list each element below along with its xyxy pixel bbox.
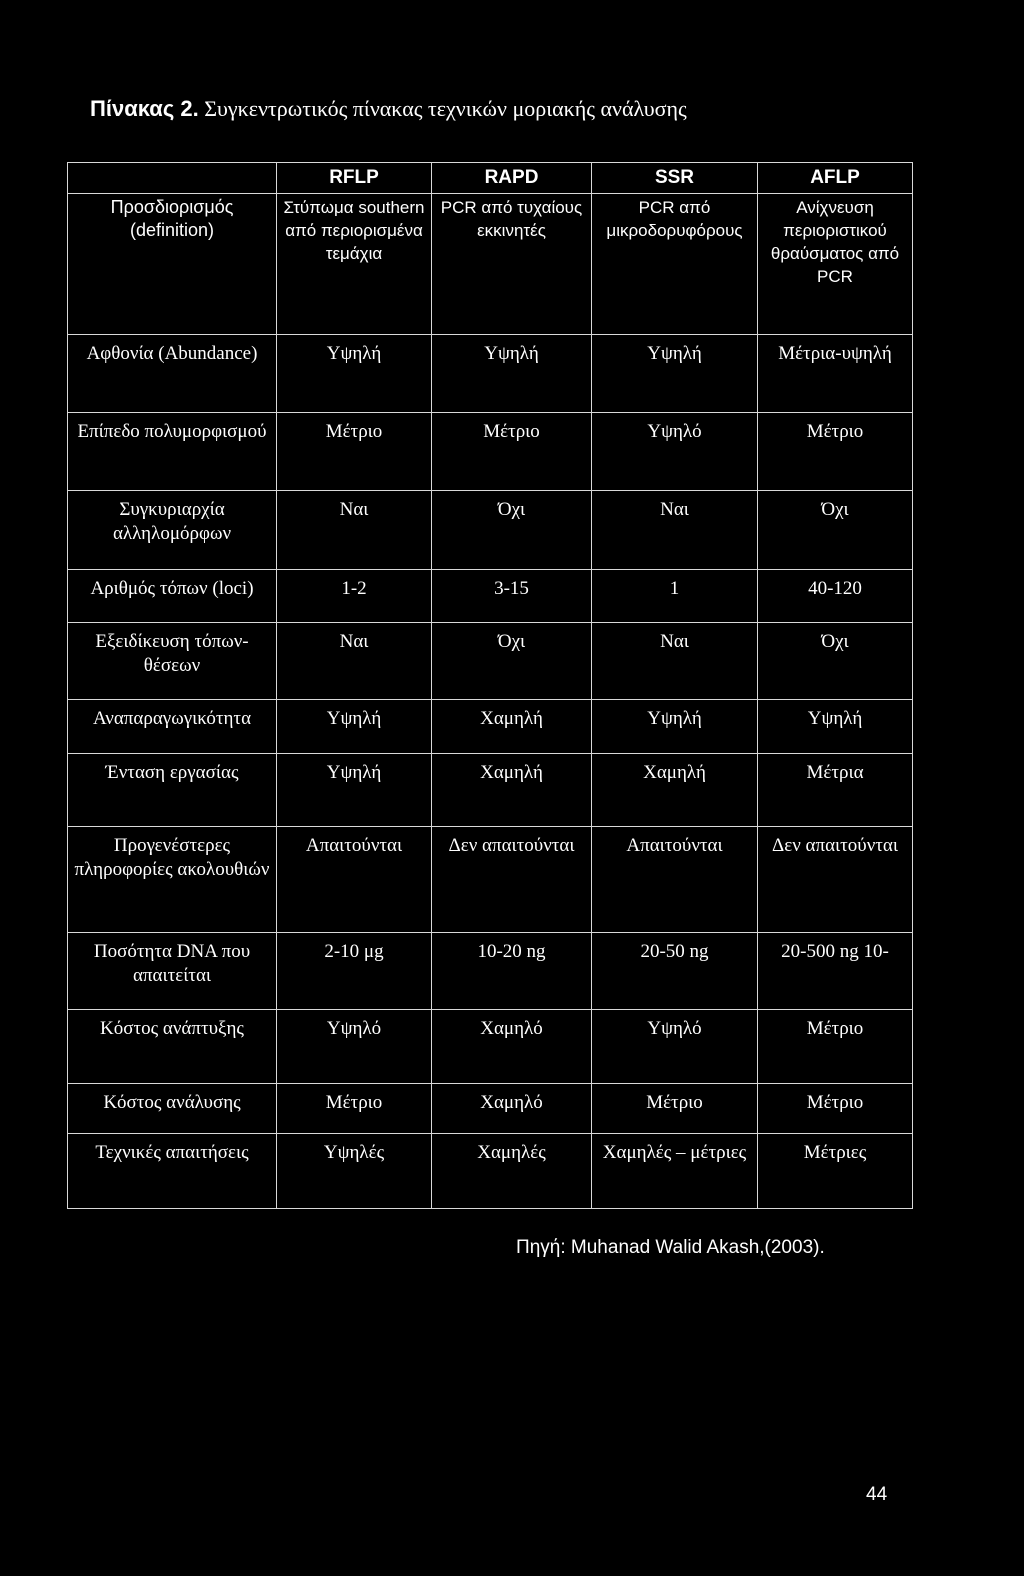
- row-label: Εξειδίκευση τόπων-θέσεων: [68, 623, 277, 700]
- table-cell: 20-50 ng: [592, 933, 758, 1010]
- techniques-table: [67, 162, 913, 1209]
- row-label: Τεχνικές απαιτήσεις: [68, 1134, 277, 1209]
- table-cell: Μέτριο: [592, 1084, 758, 1134]
- table-cell: Υψηλή: [758, 700, 913, 754]
- table-cell: Υψηλή: [432, 335, 592, 413]
- header-ssr: SSR: [592, 163, 758, 194]
- row-label: Κόστος ανάλυσης: [68, 1084, 277, 1134]
- table-row-abundance: [68, 335, 913, 413]
- table-cell: Όχι: [432, 491, 592, 570]
- table-cell: Χαμηλή: [432, 754, 592, 827]
- row-label: Προσδιορισμός (definition): [68, 194, 277, 335]
- table-header-row: [68, 163, 913, 194]
- row-label: Επίπεδο πολυμορφισμού: [68, 413, 277, 491]
- table-cell: Χαμηλή: [432, 700, 592, 754]
- table-cell: Ναι: [277, 491, 432, 570]
- table-row-technical-requirements: [68, 1134, 913, 1209]
- table-row-development-cost: [68, 1010, 913, 1084]
- table-cell: Χαμηλό: [432, 1084, 592, 1134]
- page-number: 44: [866, 1484, 888, 1505]
- table-cell: Απαιτούνται: [277, 827, 432, 933]
- table-row-loci: [68, 570, 913, 623]
- table-cell: 20-500 ng 10-: [758, 933, 913, 1010]
- table-cell: Ανίχνευση περιοριστικού θραύσματος από PCR: [758, 194, 913, 335]
- table-cell: Απαιτούνται: [592, 827, 758, 933]
- table-row-prior-sequence-info: [68, 827, 913, 933]
- row-label: Αναπαραγωγικότητα: [68, 700, 277, 754]
- header-rflp: RFLP: [277, 163, 432, 194]
- table-cell: Μέτριο: [277, 1084, 432, 1134]
- table-row-analysis-cost: [68, 1084, 913, 1134]
- table-cell: Υψηλή: [592, 335, 758, 413]
- table-cell: Χαμηλές – μέτριες: [592, 1134, 758, 1209]
- caption-text: Συγκεντρωτικός πίνακας τεχνικών μοριακής ανάλυσης: [204, 96, 687, 121]
- table-cell: Μέτρια: [758, 754, 913, 827]
- table-cell: Μέτριο: [758, 1084, 913, 1134]
- source-citation: Πηγή: Muhanad Walid Akash,(2003).: [516, 1237, 825, 1258]
- header-aflp: AFLP: [758, 163, 913, 194]
- table-cell: Όχι: [432, 623, 592, 700]
- table-cell: PCR από τυχαίους εκκινητές: [432, 194, 592, 335]
- table-cell: Ναι: [592, 623, 758, 700]
- table-cell: Υψηλή: [277, 700, 432, 754]
- table-cell: Υψηλό: [592, 1010, 758, 1084]
- table-cell: Υψηλό: [592, 413, 758, 491]
- table-row-dna-quantity: [68, 933, 913, 1010]
- table-cell: PCR από μικροδορυφόρους: [592, 194, 758, 335]
- table-cell: 10-20 ng: [432, 933, 592, 1010]
- table-cell: Μέτριο: [758, 1010, 913, 1084]
- table-row-reproducibility: [68, 700, 913, 754]
- table-cell: 2-10 μg: [277, 933, 432, 1010]
- table-cell: Χαμηλές: [432, 1134, 592, 1209]
- table-cell: 3-15: [432, 570, 592, 623]
- table-row-locus-specificity: [68, 623, 913, 700]
- table-cell: Μέτριες: [758, 1134, 913, 1209]
- table-row-labor-intensity: [68, 754, 913, 827]
- table-cell: Υψηλή: [592, 700, 758, 754]
- table-cell: 40-120: [758, 570, 913, 623]
- table-caption: [90, 95, 687, 123]
- table-cell: Όχι: [758, 491, 913, 570]
- header-rapd: RAPD: [432, 163, 592, 194]
- table-cell: Ναι: [592, 491, 758, 570]
- table-cell: Υψηλές: [277, 1134, 432, 1209]
- table-cell: Μέτρια-υψηλή: [758, 335, 913, 413]
- table-cell: Υψηλή: [277, 754, 432, 827]
- table-cell: Δεν απαιτούνται: [432, 827, 592, 933]
- table-cell: Στύπωμα southern από περιορισμένα τεμάχια: [277, 194, 432, 335]
- table-cell: Μέτριο: [277, 413, 432, 491]
- table-cell: 1: [592, 570, 758, 623]
- table-row-codominance: [68, 491, 913, 570]
- table-cell: Μέτριο: [758, 413, 913, 491]
- caption-label: Πίνακας 2.: [90, 96, 199, 121]
- row-label: Ένταση εργασίας: [68, 754, 277, 827]
- table-cell: Όχι: [758, 623, 913, 700]
- header-blank-cell: [68, 163, 277, 194]
- row-label: Κόστος ανάπτυξης: [68, 1010, 277, 1084]
- row-label: Αφθονία (Abundance): [68, 335, 277, 413]
- table-cell: Χαμηλό: [432, 1010, 592, 1084]
- row-label: Αριθμός τόπων (loci): [68, 570, 277, 623]
- table-cell: Υψηλή: [277, 335, 432, 413]
- table-cell: Χαμηλή: [592, 754, 758, 827]
- table-cell: Υψηλό: [277, 1010, 432, 1084]
- row-label: Συγκυριαρχία αλληλομόρφων: [68, 491, 277, 570]
- table-row-polymorphism: [68, 413, 913, 491]
- table-cell: Δεν απαιτούνται: [758, 827, 913, 933]
- table-cell: 1-2: [277, 570, 432, 623]
- table-row-definition: [68, 194, 913, 335]
- row-label: Ποσότητα DNA που απαιτείται: [68, 933, 277, 1010]
- table-cell: Μέτριο: [432, 413, 592, 491]
- table-cell: Ναι: [277, 623, 432, 700]
- row-label: Προγενέστερες πληροφορίες ακολουθιών: [68, 827, 277, 933]
